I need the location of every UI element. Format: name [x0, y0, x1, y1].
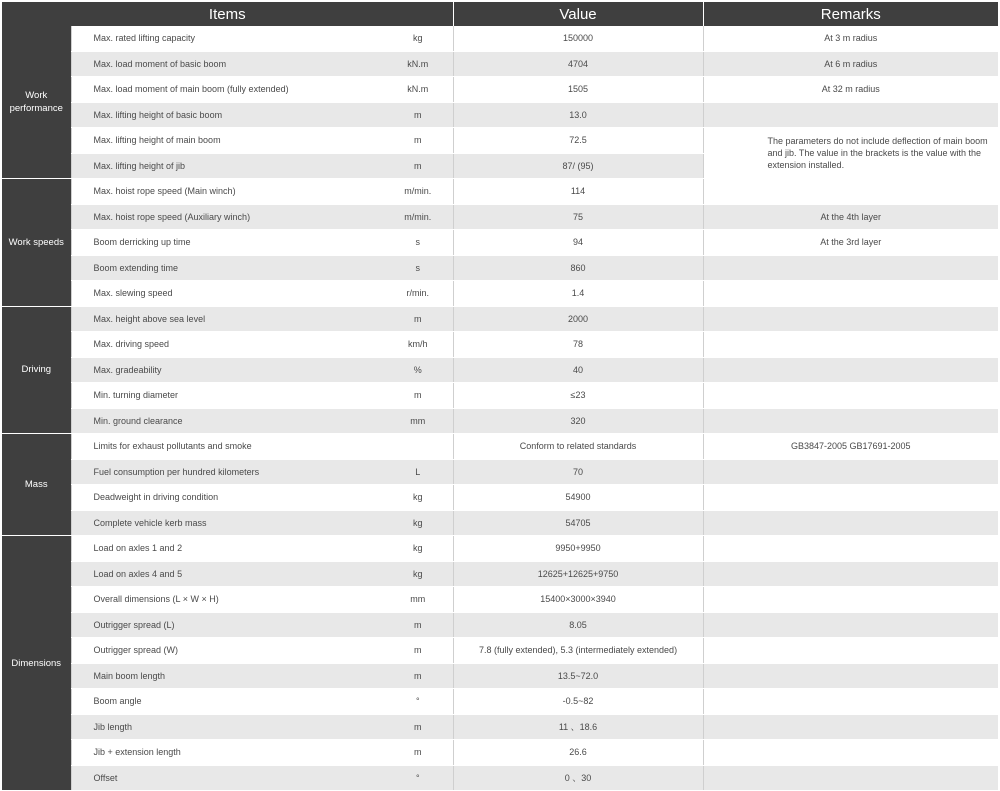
value-cell: 9950+9950 — [453, 536, 703, 562]
table-row — [2, 281, 998, 307]
remark-cell — [703, 332, 998, 358]
table-row — [2, 102, 998, 128]
remark-cell — [703, 306, 998, 332]
table-row — [2, 255, 998, 281]
remark-cell: GB3847-2005 GB17691-2005 — [703, 434, 998, 460]
spec-table-body — [2, 26, 998, 791]
item-cell: Overall dimensions (L × W × H) — [71, 587, 383, 613]
table-row — [2, 587, 998, 613]
unit-cell: mm — [383, 587, 453, 613]
header-row — [2, 2, 998, 26]
remark-cell — [703, 536, 998, 562]
unit-cell: kg — [383, 26, 453, 51]
value-cell: 26.6 — [453, 740, 703, 766]
table-row — [2, 408, 998, 434]
unit-cell: m — [383, 383, 453, 409]
remark-cell — [703, 561, 998, 587]
remark-cell: The parameters do not include deflection of main boom and jib. The value in the brackets is the value with the extension installed. — [703, 128, 998, 179]
remark-cell — [703, 663, 998, 689]
unit-cell: kg — [383, 485, 453, 511]
table-row — [2, 204, 998, 230]
remark-cell — [703, 383, 998, 409]
value-cell: 75 — [453, 204, 703, 230]
remark-cell — [703, 179, 998, 205]
table-row — [2, 561, 998, 587]
item-cell: Max. load moment of basic boom — [71, 51, 383, 77]
item-cell: Outrigger spread (L) — [71, 612, 383, 638]
remark-cell — [703, 612, 998, 638]
unit-cell: s — [383, 230, 453, 256]
item-cell: Load on axles 1 and 2 — [71, 536, 383, 562]
remark-cell — [703, 587, 998, 613]
item-cell: Complete vehicle kerb mass — [71, 510, 383, 536]
remark-cell — [703, 255, 998, 281]
value-cell: 4704 — [453, 51, 703, 77]
table-row — [2, 536, 998, 562]
unit-cell: L — [383, 459, 453, 485]
item-cell: Max. slewing speed — [71, 281, 383, 307]
value-cell: 13.0 — [453, 102, 703, 128]
item-cell: Max. lifting height of main boom — [71, 128, 383, 154]
item-cell: Main boom length — [71, 663, 383, 689]
item-cell: Fuel consumption per hundred kilometers — [71, 459, 383, 485]
table-row — [2, 383, 998, 409]
spec-table — [2, 2, 998, 791]
header-remarks: Remarks — [703, 2, 998, 26]
table-row — [2, 26, 998, 51]
item-cell: Deadweight in driving condition — [71, 485, 383, 511]
table-row — [2, 663, 998, 689]
unit-cell: m — [383, 612, 453, 638]
unit-cell: m/min. — [383, 179, 453, 205]
group-label: Mass — [2, 434, 71, 536]
table-row — [2, 179, 998, 205]
item-cell: Max. hoist rope speed (Main winch) — [71, 179, 383, 205]
value-cell: 54900 — [453, 485, 703, 511]
unit-cell: kN.m — [383, 77, 453, 103]
unit-cell: m — [383, 128, 453, 154]
unit-cell: km/h — [383, 332, 453, 358]
value-cell: 7.8 (fully extended), 5.3 (intermediately extended) — [453, 638, 703, 664]
remark-cell: At 6 m radius — [703, 51, 998, 77]
table-row — [2, 638, 998, 664]
group-label: Dimensions — [2, 536, 71, 791]
unit-cell: r/min. — [383, 281, 453, 307]
table-row — [2, 230, 998, 256]
value-cell: Conform to related standards — [453, 434, 703, 460]
item-cell: Max. driving speed — [71, 332, 383, 358]
remark-cell — [703, 714, 998, 740]
remark-cell: At 32 m radius — [703, 77, 998, 103]
item-cell: Boom extending time — [71, 255, 383, 281]
unit-cell: m — [383, 663, 453, 689]
table-row — [2, 128, 998, 154]
group-label: Work speeds — [2, 179, 71, 307]
table-row — [2, 765, 998, 791]
remark-cell — [703, 281, 998, 307]
group-label: Work performance — [2, 26, 71, 179]
unit-cell — [383, 434, 453, 460]
unit-cell: s — [383, 255, 453, 281]
value-cell: 1.4 — [453, 281, 703, 307]
unit-cell: ° — [383, 689, 453, 715]
unit-cell: m — [383, 638, 453, 664]
unit-cell: kN.m — [383, 51, 453, 77]
unit-cell: m — [383, 740, 453, 766]
remark-cell — [703, 740, 998, 766]
item-cell: Max. load moment of main boom (fully extended) — [71, 77, 383, 103]
table-row — [2, 51, 998, 77]
value-cell: 54705 — [453, 510, 703, 536]
table-row — [2, 459, 998, 485]
value-cell: 150000 — [453, 26, 703, 51]
unit-cell: mm — [383, 408, 453, 434]
value-cell: 8.05 — [453, 612, 703, 638]
value-cell: 72.5 — [453, 128, 703, 154]
unit-cell: kg — [383, 536, 453, 562]
value-cell: 12625+12625+9750 — [453, 561, 703, 587]
remark-cell: At 3 m radius — [703, 26, 998, 51]
unit-cell: m — [383, 306, 453, 332]
remark-cell: At the 4th layer — [703, 204, 998, 230]
value-cell: 87/ (95) — [453, 153, 703, 179]
value-cell: 15400×3000×3940 — [453, 587, 703, 613]
remark-cell — [703, 459, 998, 485]
item-cell: Max. hoist rope speed (Auxiliary winch) — [71, 204, 383, 230]
table-row — [2, 77, 998, 103]
table-row — [2, 485, 998, 511]
group-label: Driving — [2, 306, 71, 434]
value-cell: 70 — [453, 459, 703, 485]
item-cell: Jib + extension length — [71, 740, 383, 766]
remark-cell: At the 3rd layer — [703, 230, 998, 256]
item-cell: Max. lifting height of jib — [71, 153, 383, 179]
header-items: Items — [2, 2, 453, 26]
unit-cell: m — [383, 153, 453, 179]
item-cell: Limits for exhaust pollutants and smoke — [71, 434, 383, 460]
value-cell: 1505 — [453, 77, 703, 103]
unit-cell: % — [383, 357, 453, 383]
remark-cell — [703, 689, 998, 715]
table-row — [2, 510, 998, 536]
table-row — [2, 689, 998, 715]
remark-cell — [703, 408, 998, 434]
remark-cell — [703, 357, 998, 383]
remark-cell — [703, 638, 998, 664]
unit-cell: kg — [383, 510, 453, 536]
header-value: Value — [453, 2, 703, 26]
item-cell: Min. ground clearance — [71, 408, 383, 434]
item-cell: Max. gradeability — [71, 357, 383, 383]
item-cell: Jib length — [71, 714, 383, 740]
table-row — [2, 332, 998, 358]
unit-cell: m — [383, 714, 453, 740]
unit-cell: ° — [383, 765, 453, 791]
value-cell: 94 — [453, 230, 703, 256]
item-cell: Max. rated lifting capacity — [71, 26, 383, 51]
item-cell: Boom derricking up time — [71, 230, 383, 256]
table-row — [2, 714, 998, 740]
value-cell: 11 、18.6 — [453, 714, 703, 740]
unit-cell: kg — [383, 561, 453, 587]
item-cell: Outrigger spread (W) — [71, 638, 383, 664]
item-cell: Offset — [71, 765, 383, 791]
value-cell: 860 — [453, 255, 703, 281]
remark-cell — [703, 510, 998, 536]
item-cell: Boom angle — [71, 689, 383, 715]
value-cell: ≤23 — [453, 383, 703, 409]
item-cell: Max. lifting height of basic boom — [71, 102, 383, 128]
table-row — [2, 612, 998, 638]
value-cell: 78 — [453, 332, 703, 358]
remark-cell — [703, 765, 998, 791]
value-cell: 114 — [453, 179, 703, 205]
value-cell: -0.5~82 — [453, 689, 703, 715]
item-cell: Max. height above sea level — [71, 306, 383, 332]
unit-cell: m/min. — [383, 204, 453, 230]
value-cell: 320 — [453, 408, 703, 434]
remark-cell — [703, 102, 998, 128]
value-cell: 0 、30 — [453, 765, 703, 791]
table-row — [2, 357, 998, 383]
remark-cell — [703, 485, 998, 511]
value-cell: 40 — [453, 357, 703, 383]
table-row — [2, 740, 998, 766]
value-cell: 2000 — [453, 306, 703, 332]
unit-cell: m — [383, 102, 453, 128]
table-row — [2, 434, 998, 460]
table-row — [2, 306, 998, 332]
item-cell: Min. turning diameter — [71, 383, 383, 409]
item-cell: Load on axles 4 and 5 — [71, 561, 383, 587]
value-cell: 13.5~72.0 — [453, 663, 703, 689]
